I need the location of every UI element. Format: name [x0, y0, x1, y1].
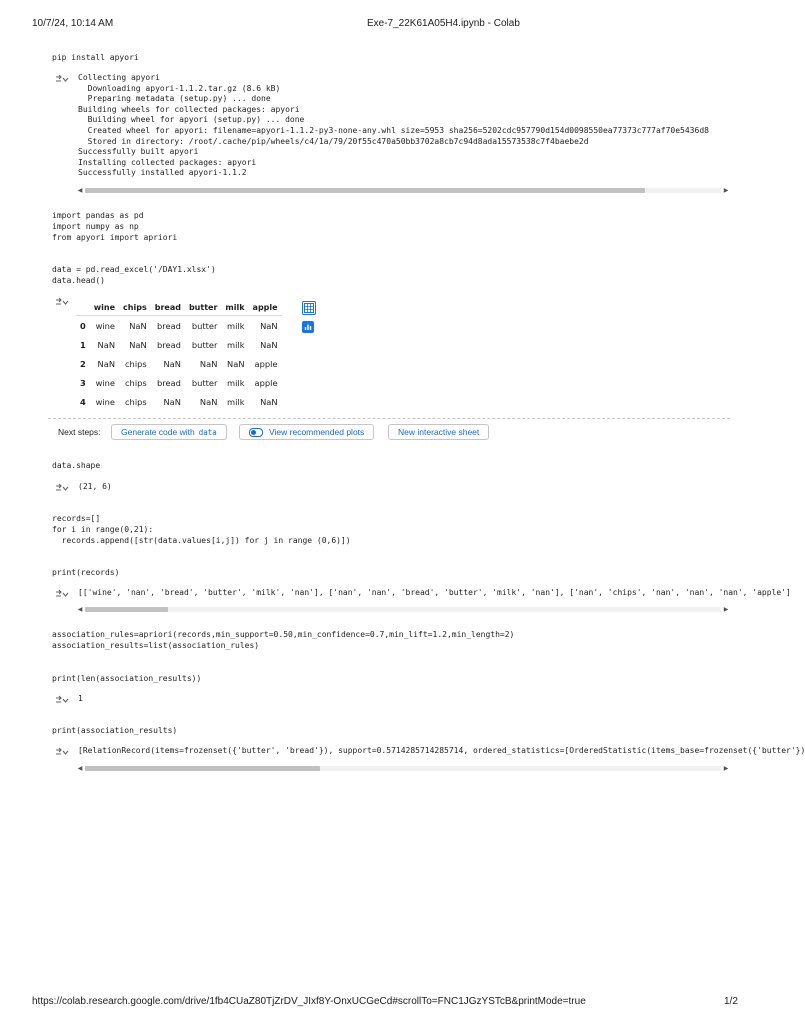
new-interactive-sheet-button[interactable]	[388, 424, 489, 440]
generate-code-var: data	[198, 427, 217, 437]
output-toggle-icon[interactable]	[55, 482, 69, 493]
dataframe-table	[76, 299, 282, 411]
code-cell-print-records[interactable]: print(records)	[52, 568, 120, 577]
scroll-right-icon[interactable]: ▶	[723, 766, 729, 772]
scroll-right-icon[interactable]: ▶	[723, 188, 729, 194]
scroll-left-icon[interactable]: ◀	[77, 607, 83, 613]
interactive-sheet-label: New interactive sheet	[398, 427, 480, 437]
table-row	[76, 373, 282, 392]
table-cell: NaN	[97, 358, 116, 369]
output-len: 1	[78, 694, 83, 703]
print-url: https://colab.research.google.com/drive/1fb4CUaZ80TjZrDV_JIxf8Y-OnxUCGeCd#scrollTo=FNC1JGzYSTcB&printMode=true	[32, 996, 586, 1007]
table-cell: milk	[227, 377, 245, 388]
column-header: chips	[119, 299, 151, 316]
output-toggle-icon[interactable]	[55, 694, 69, 705]
row-index: 1	[80, 339, 86, 350]
bar-chart-icon[interactable]	[302, 321, 314, 333]
output-pip-install: Collecting apyori Downloading apyori-1.1.2.tar.gz (8.6 kB) Preparing metadata (setup.py) ... done Building wheels for collected packages: apyori Building wheel for apyori (setup.py) ... done Created wheel for apyori: filename=apyori-1.1.2-py3-none-any.whl size=5953 sha256=5202cdc957790d154d0098550ea77373c777af70e5436d8 Stored in directory: /root/.cache/pip/wheels/c4/1a/79/20f55c470a50bb3702a8cb7c94d8ada15573538c7f4baebe2d Successfully built apyori Installing collected packages: apyori Successfully installed apyori-1.1.2	[78, 73, 709, 178]
row-index: 3	[80, 377, 86, 388]
output-records: [['wine', 'nan', 'bread', 'butter', 'milk', 'nan'], ['nan', 'nan', 'bread', 'butter', 'milk', 'nan'], ['nan', 'chips', 'nan', 'nan', 'nan', 'apple']	[78, 588, 791, 597]
code-cell-shape[interactable]: data.shape	[52, 461, 101, 470]
generate-code-label: Generate code with	[121, 427, 195, 437]
scrollbar-thumb[interactable]	[85, 766, 320, 771]
code-cell-apriori[interactable]: association_rules=apriori(records,min_support=0.50,min_confidence=0.7,min_lift=1.2,min_length=2) association_results=list(association_rules)	[52, 630, 515, 650]
column-header: apple	[249, 299, 282, 316]
row-index: 0	[80, 320, 86, 331]
row-index: 2	[80, 358, 86, 369]
column-header: bread	[151, 299, 185, 316]
scrollbar-thumb[interactable]	[85, 188, 645, 193]
output-scrollbar[interactable]	[76, 186, 730, 195]
table-cell: bread	[157, 339, 181, 350]
table-cell: bread	[157, 377, 181, 388]
table-cell: bread	[157, 320, 181, 331]
table-cell: wine	[95, 396, 116, 407]
table-cell: chips	[125, 377, 147, 388]
table-row	[76, 335, 282, 354]
table-icon[interactable]	[302, 301, 316, 315]
table-row	[76, 316, 282, 336]
view-recommended-plots-button[interactable]	[239, 424, 374, 440]
output-toggle-icon[interactable]	[55, 588, 69, 599]
scrollbar-thumb[interactable]	[85, 607, 168, 612]
code-cell-read-excel[interactable]: data = pd.read_excel('/DAY1.xlsx') data.head()	[52, 265, 216, 285]
table-cell: NaN	[163, 358, 181, 369]
output-toggle-icon[interactable]	[55, 73, 69, 84]
table-cell: NaN	[129, 339, 147, 350]
code-cell-pip-install[interactable]: pip install apyori	[52, 53, 139, 62]
table-cell: NaN	[199, 358, 218, 369]
table-cell: wine	[95, 377, 116, 388]
code-cell-print-results[interactable]: print(association_results)	[52, 726, 178, 735]
table-row	[76, 354, 282, 373]
table-cell: NaN	[163, 396, 181, 407]
output-scrollbar[interactable]	[76, 764, 730, 773]
table-cell: NaN	[260, 320, 278, 331]
scroll-left-icon[interactable]: ◀	[77, 766, 83, 772]
view-plots-label: View recommended plots	[269, 427, 365, 437]
generate-code-button[interactable]	[111, 424, 227, 440]
table-cell: butter	[191, 339, 218, 350]
code-cell-print-len[interactable]: print(len(association_results))	[52, 674, 202, 683]
print-datetime: 10/7/24, 10:14 AM	[32, 18, 114, 29]
table-cell: milk	[227, 396, 245, 407]
print-doc-title: Exe-7_22K61A05H4.ipynb - Colab	[367, 18, 520, 29]
dataframe-header-row	[76, 299, 282, 316]
scroll-right-icon[interactable]: ▶	[723, 607, 729, 613]
table-row	[76, 392, 282, 411]
table-cell: butter	[191, 377, 218, 388]
toggle-switch-icon	[249, 428, 263, 437]
table-cell: NaN	[129, 320, 147, 331]
table-cell: NaN	[260, 396, 278, 407]
table-cell: chips	[125, 396, 147, 407]
output-scrollbar[interactable]	[76, 605, 730, 614]
table-cell: NaN	[227, 358, 245, 369]
output-results: [RelationRecord(items=frozenset({'butter', 'bread'}), support=0.5714285714285714, ordered_statistics=[OrderedStatistic(items_base=frozenset({'butter'})	[78, 746, 805, 755]
section-divider	[48, 418, 730, 419]
dataframe-body	[76, 316, 282, 412]
table-cell: NaN	[199, 396, 218, 407]
next-steps-label: Next steps:	[58, 427, 101, 437]
column-header: butter	[185, 299, 221, 316]
table-cell: milk	[227, 339, 245, 350]
column-header: milk	[221, 299, 248, 316]
print-page-number: 1/2	[724, 996, 738, 1007]
table-cell: NaN	[260, 339, 278, 350]
index-header	[76, 299, 90, 316]
row-index: 4	[80, 396, 86, 407]
code-cell-records-loop[interactable]: records=[] for i in range(0,21): records.append([str(data.values[i,j]) for j in range (0,6)])	[52, 514, 351, 545]
output-toggle-icon[interactable]	[55, 746, 69, 757]
table-cell: wine	[95, 320, 116, 331]
column-header: wine	[90, 299, 119, 316]
code-cell-imports[interactable]: import pandas as pd import numpy as np from apyori import apriori	[52, 211, 178, 242]
table-cell: apple	[254, 358, 278, 369]
table-cell: chips	[125, 358, 147, 369]
scroll-left-icon[interactable]: ◀	[77, 188, 83, 194]
table-cell: butter	[191, 320, 218, 331]
table-cell: apple	[254, 377, 278, 388]
output-toggle-icon[interactable]	[55, 296, 69, 307]
table-cell: NaN	[97, 339, 116, 350]
table-cell: milk	[227, 320, 245, 331]
output-shape: (21, 6)	[78, 482, 112, 491]
